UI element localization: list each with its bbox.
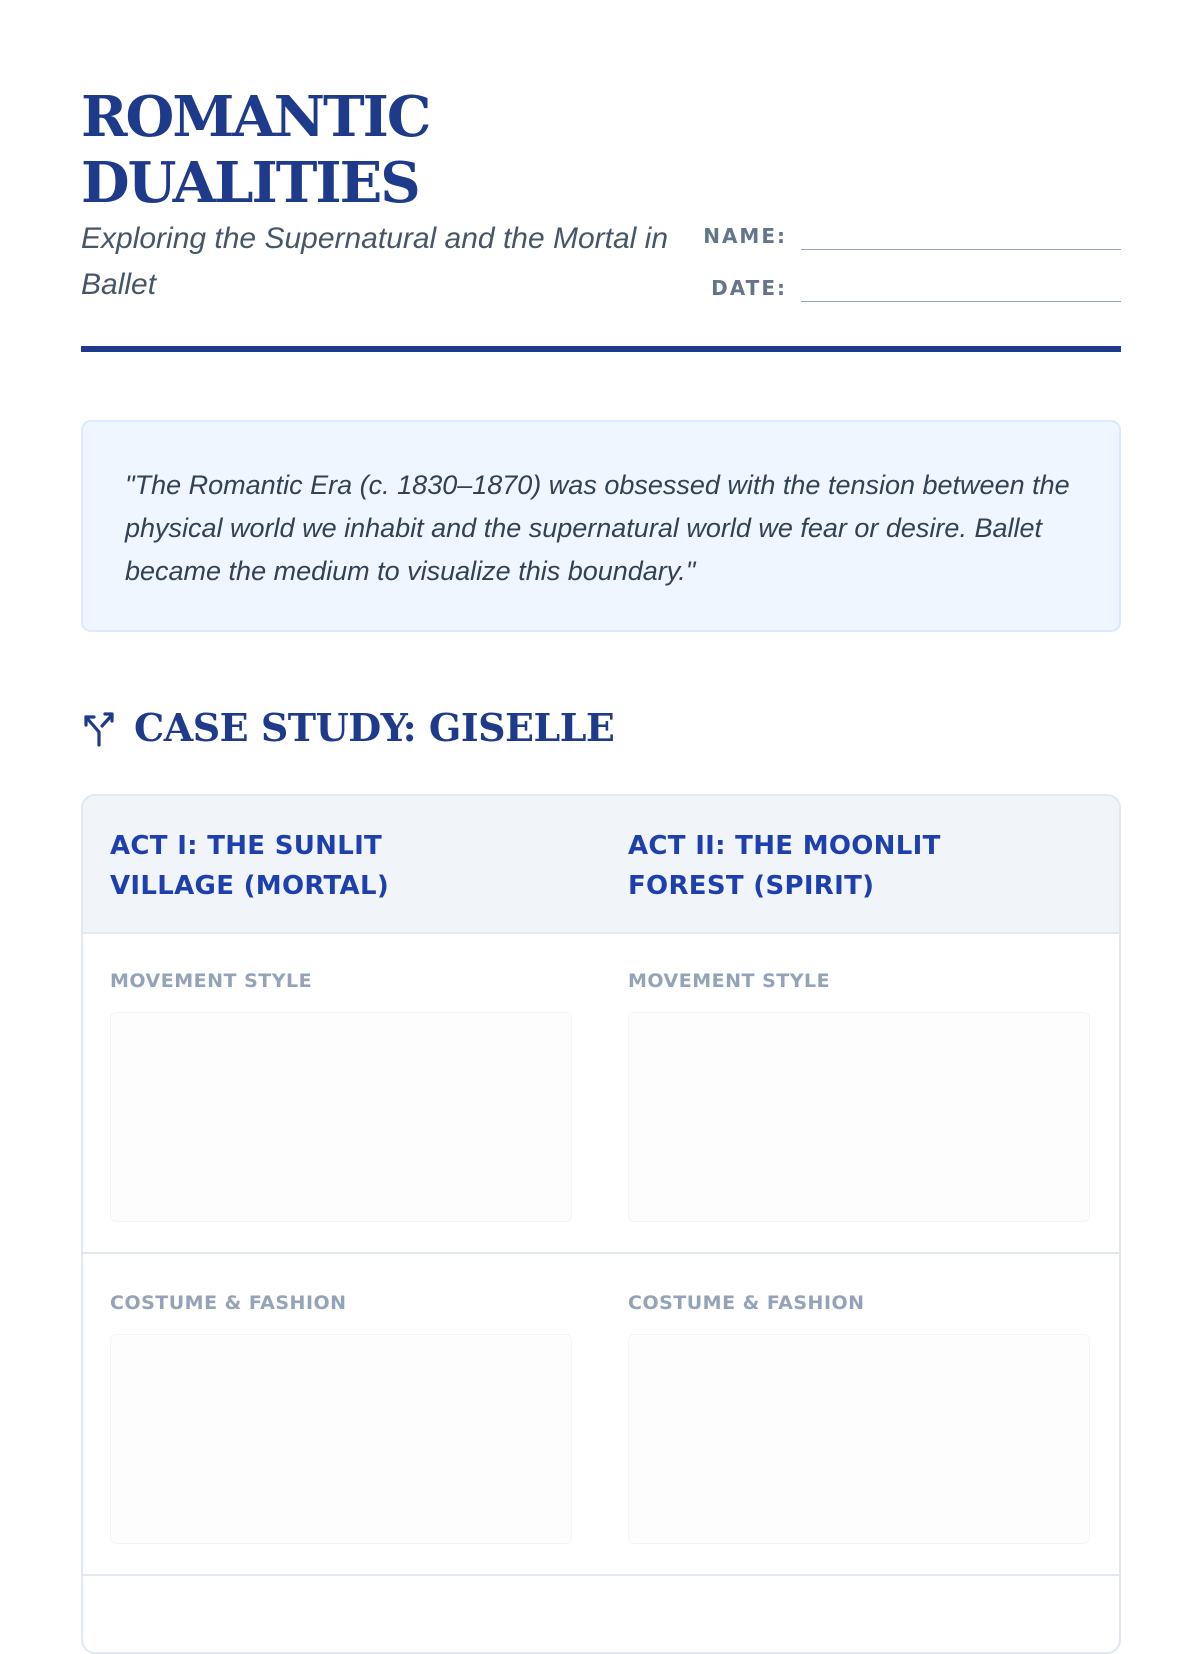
- header-divider: [81, 346, 1121, 352]
- split-arrows-icon: [81, 708, 117, 748]
- answer-box[interactable]: [628, 1334, 1090, 1544]
- intro-quote-text: "The Romantic Era (c. 1830–1870) was obsessed with the tension between the physical world we inhabit and the supernatural world we fear or desire. Ballet became the medium to visualize this boundary.": [125, 470, 1070, 586]
- case-study-heading: [81, 700, 881, 760]
- cell-label: COSTUME & FASHION: [628, 1292, 865, 1314]
- table-header: [83, 796, 1119, 934]
- cell-label: COSTUME & FASHION: [110, 1292, 347, 1314]
- case-study-title: CASE STUDY: GISELLE: [134, 705, 615, 750]
- date-field: [701, 268, 1121, 302]
- column-header-act-1: ACT I: THE SUNLIT VILLAGE (MORTAL): [110, 831, 390, 901]
- answer-box[interactable]: [110, 1334, 572, 1544]
- worksheet-header: [81, 84, 1121, 354]
- cell-label: MOVEMENT STYLE: [110, 970, 313, 992]
- answer-box[interactable]: [628, 1012, 1090, 1222]
- cell-label: MOVEMENT STYLE: [628, 970, 831, 992]
- date-input-line[interactable]: [801, 300, 1121, 302]
- table-row: [83, 1254, 1119, 1576]
- column-header-act-2: ACT II: THE MOONLIT FOREST (SPIRIT): [628, 831, 941, 901]
- answer-box[interactable]: [110, 1012, 572, 1222]
- intro-quote-box: [81, 420, 1121, 632]
- name-input-line[interactable]: [801, 248, 1121, 250]
- date-label: DATE:: [711, 276, 787, 300]
- name-field: [701, 216, 1121, 250]
- table-row: [83, 932, 1119, 1254]
- name-label: NAME:: [703, 224, 787, 248]
- page-title: ROMANTIC DUALITIES: [81, 84, 430, 216]
- comparison-table: [81, 794, 1121, 1654]
- page-subtitle: Exploring the Supernatural and the Mortal in Ballet: [81, 222, 669, 301]
